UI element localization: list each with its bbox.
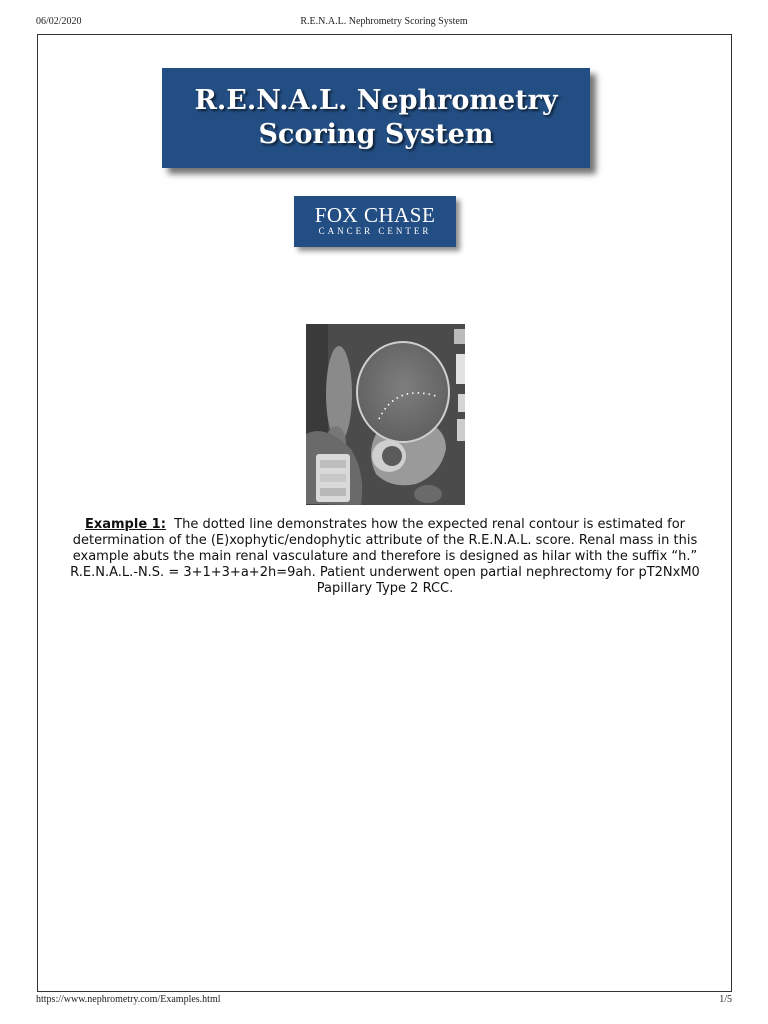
banner-title-line-1: R.E.N.A.L. Nephrometry (194, 85, 558, 116)
example-caption (55, 517, 715, 597)
print-doc-title: R.E.N.A.L. Nephrometry Scoring System (300, 16, 468, 27)
print-date: 06/02/2020 (36, 16, 82, 27)
logo-main-text: FOX CHASE (314, 203, 436, 227)
fox-chase-logo (294, 196, 456, 247)
logo-sub-text: CANCER CENTER (318, 226, 432, 236)
print-page-number: 1/5 (719, 994, 732, 1005)
ct-scan-graphic (306, 324, 465, 505)
print-header (0, 16, 768, 30)
print-footer (0, 994, 768, 1008)
page-frame (37, 34, 732, 992)
banner-title-line-2: Scoring System (258, 119, 494, 150)
print-url: https://www.nephrometry.com/Examples.html (36, 994, 221, 1005)
title-banner (162, 68, 590, 168)
ct-scan-image (306, 324, 465, 505)
caption-label: Example 1: (84, 517, 166, 532)
caption-text: The dotted line demonstrates how the expected renal contour is estimated for determination of the (E)xophytic/endophytic attribute of the R.E.N.A.L. score. Renal mass in this example abuts the main renal vasculature and therefore is designed as hilar with the suffix “h.” R.E.N.A.L.-N.S. = 3+1+3+a+2h=9ah. Patient underwent open partial nephrectomy for pT2NxM0 Papillary Type 2 RCC. (70, 517, 700, 596)
